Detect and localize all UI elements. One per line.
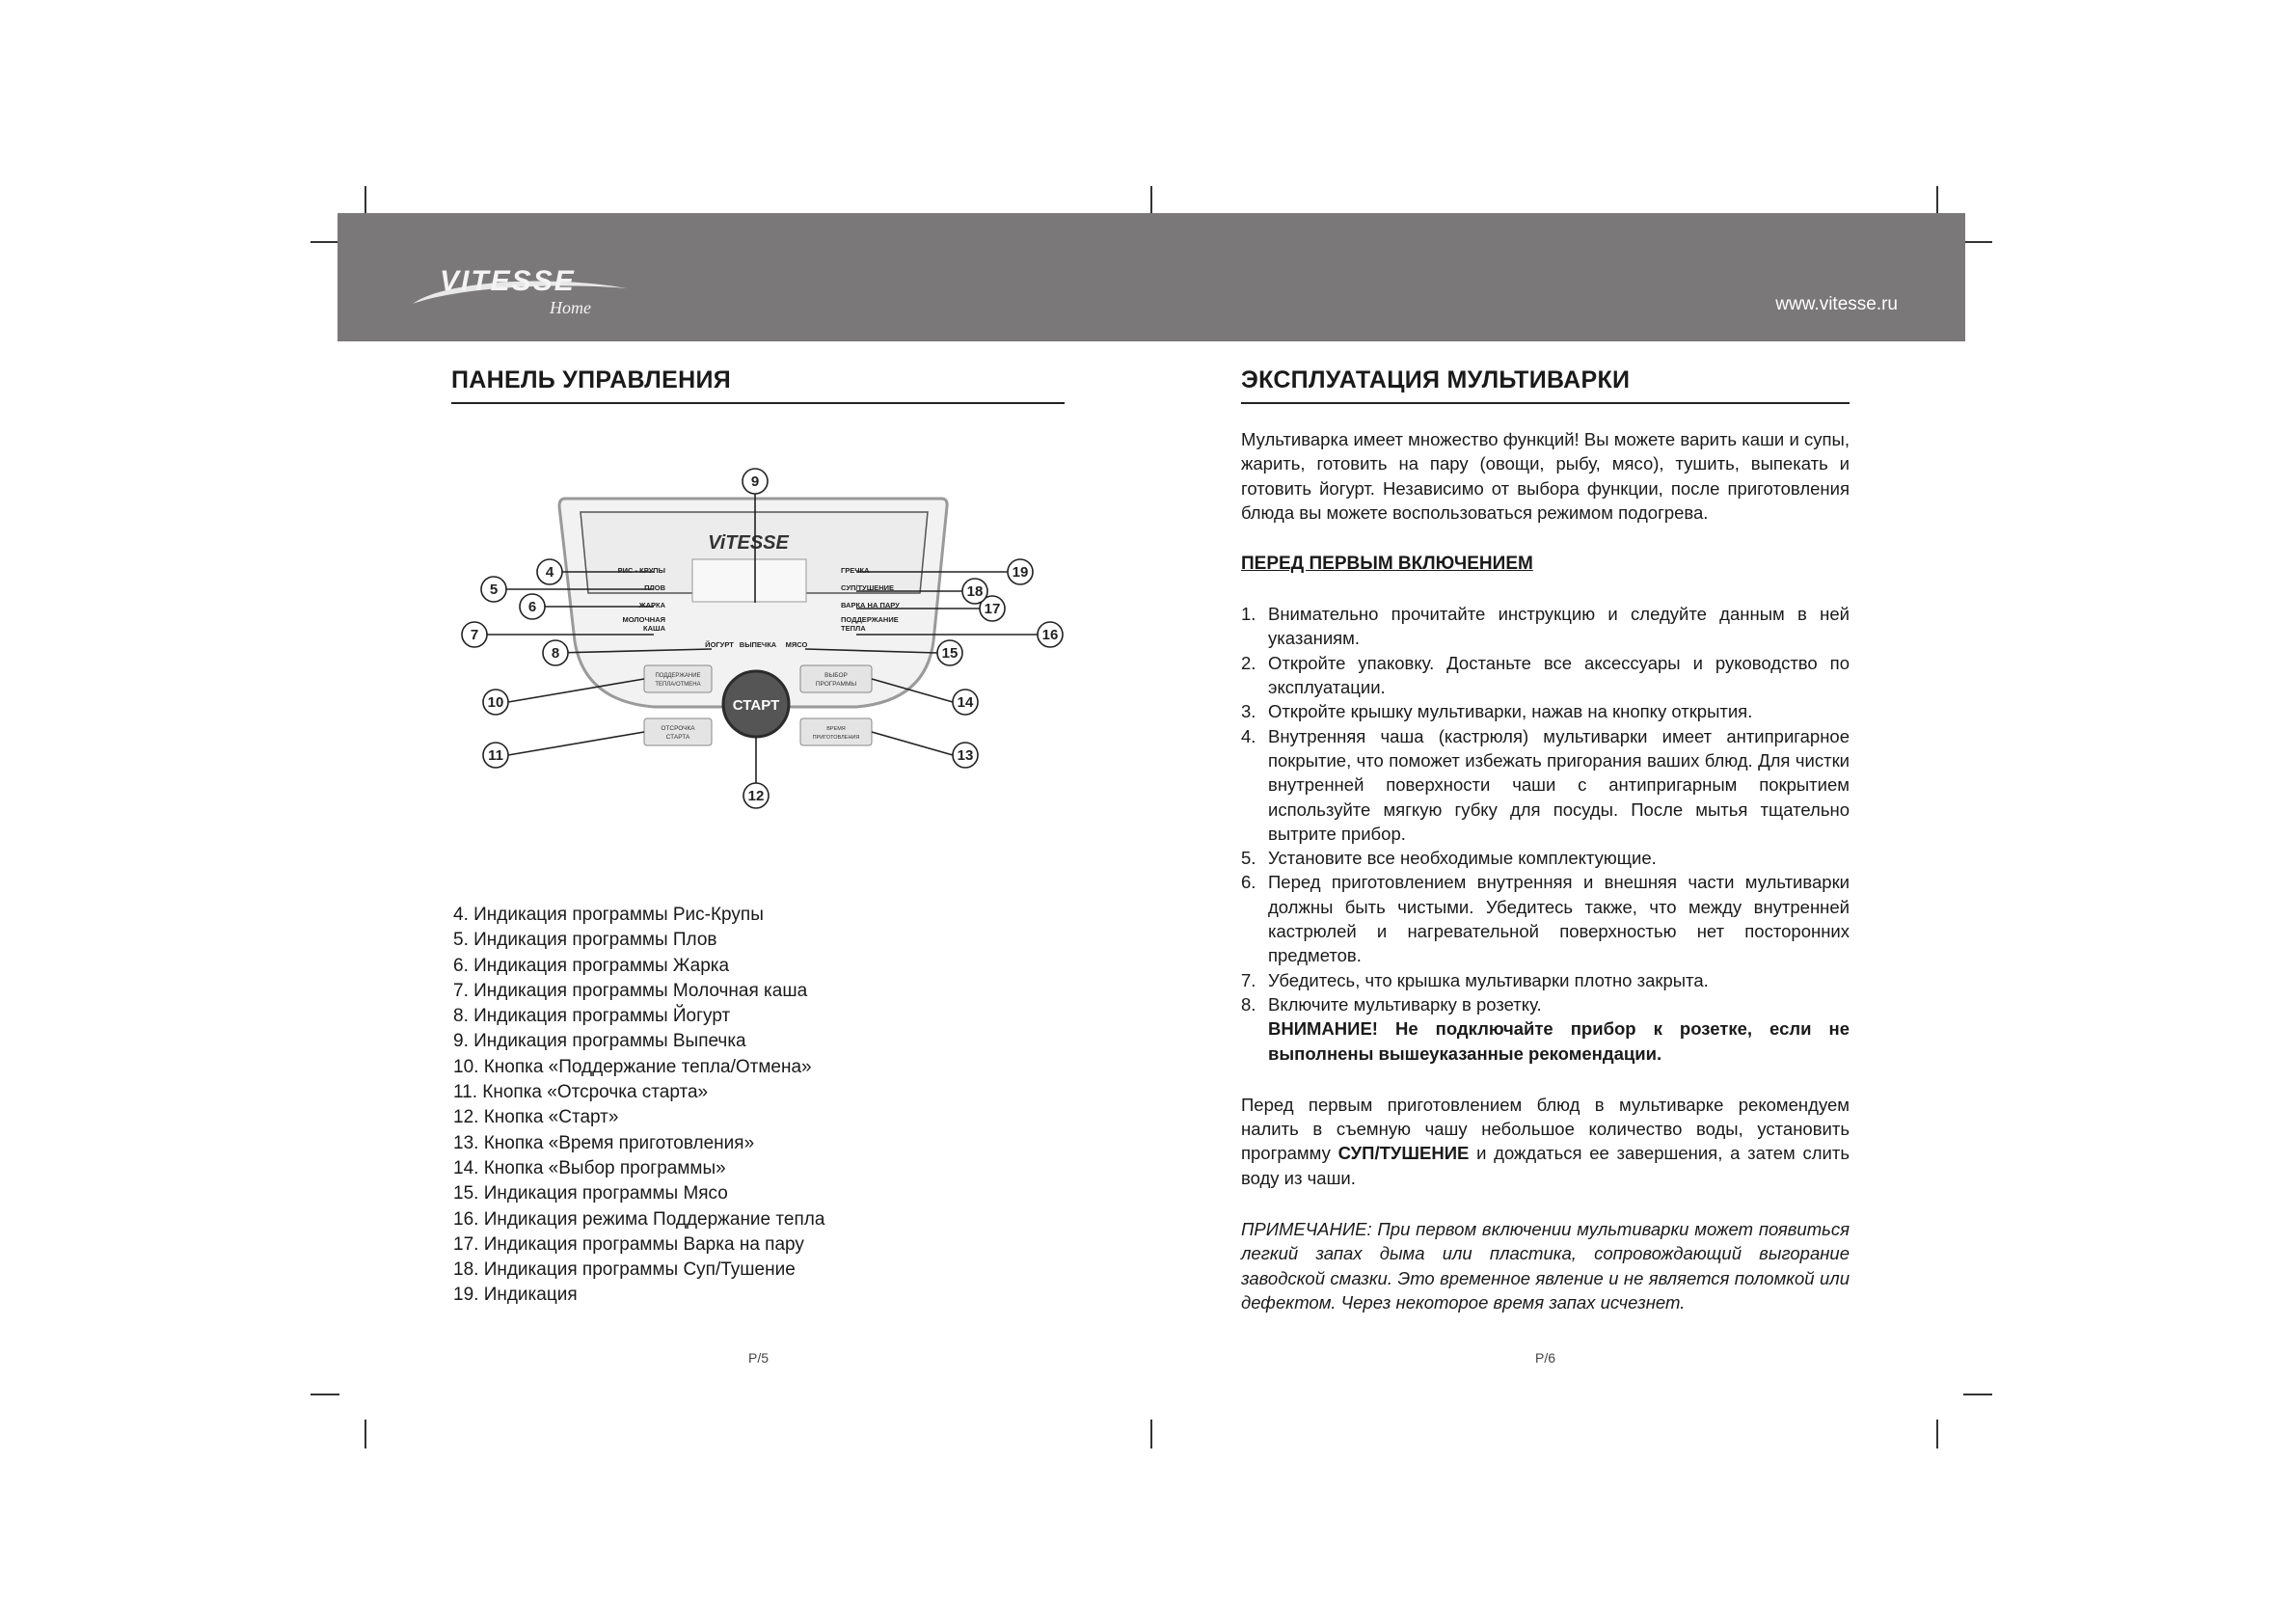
- list-item: 14. Кнопка «Выбор программы»: [453, 1157, 726, 1178]
- callout-13: 13: [957, 747, 974, 764]
- list-item: 16. Индикация режима Поддержание тепла: [453, 1208, 825, 1230]
- page-number-left: P/5: [748, 1350, 770, 1366]
- list-item: 5. Установите все необходимые комплектующие.: [1241, 848, 1657, 869]
- crop-mark: [365, 186, 366, 215]
- crop-mark: [1936, 186, 1938, 215]
- list-item: 8. Включите мультиварку в розетку. ВНИМАНИЕ! Не подключайте прибор к розетке, если не выполнены вышеуказанные рекомендации.: [1241, 993, 1850, 1064]
- svg-text:Home: Home: [550, 298, 591, 317]
- cooking-time-button[interactable]: [800, 718, 872, 745]
- label-keepwarm: ПОДДЕРЖАНИЕ: [841, 615, 899, 624]
- callout-9: 9: [750, 474, 760, 490]
- list-item: 18. Индикация программы Суп/Тушение: [453, 1259, 796, 1281]
- crop-mark: [1963, 241, 1992, 243]
- crop-mark: [1936, 1420, 1938, 1448]
- callout-12: 12: [747, 788, 765, 804]
- intro-paragraph: Мультиварка имеет множество функций! Вы можете варить каши и супы, жарить, готовить на пару (овощи, рыбу, мясо), тушить, выпекать и готовить йогурт. Независимо от выбора функции, после приготовления блюда вы можете воспользоваться режимом подогрева.: [1241, 429, 1850, 523]
- list-item: 4. Внутренняя чаша (кастрюля) мультиварки имеет антипригарное покрытие, что поможет избежать пригорания ваших блюд. Для чистки внутренней поверхности чаши с антипригарным покрытием используйте мягкую губку для посуды. После мытья тщательно вытрите прибор.: [1241, 725, 1850, 844]
- list-item: 12. Кнопка «Старт»: [453, 1107, 619, 1128]
- select-program-button[interactable]: [800, 665, 872, 692]
- callout-14: 14: [957, 694, 974, 711]
- label-warm: ТЕПЛА: [841, 624, 866, 633]
- svg-text:ОТСРОЧКА: ОТСРОЧКА: [661, 725, 695, 732]
- list-item: 6. Индикация программы Жарка: [453, 955, 730, 976]
- list-item: 3. Откройте крышку мультиварки, нажав на кнопку открытия.: [1241, 701, 1753, 722]
- legend-list: [453, 903, 824, 1309]
- callout-5: 5: [489, 582, 499, 598]
- list-item: 19. Индикация: [453, 1285, 578, 1306]
- label-steam: ВАРКА НА ПАРУ: [841, 601, 900, 609]
- label-yogurt: ЙОГУРТ: [705, 640, 734, 649]
- svg-text:ПОДДЕРЖАНИЕ: ПОДДЕРЖАНИЕ: [655, 673, 701, 679]
- display-screen: [692, 559, 806, 602]
- note-paragraph: ПРИМЕЧАНИЕ: При первом включении мультиварки может появиться легкий запах дыма или пластика, сопровождающий выгорание заводской смазки. Это временное явление и не является поломкой или дефектом. Через некоторое время запах исчезнет.: [1241, 1219, 1850, 1313]
- warning-text: ВНИМАНИЕ! Не подключайте прибор к розетке, если не выполнены вышеуказанные рекомендации.: [1268, 1018, 1850, 1064]
- list-item: 1. Внимательно прочитайте инструкцию и следуйте данным в ней указаниям.: [1241, 604, 1850, 649]
- list-item: 10. Кнопка «Поддержание тепла/Отмена»: [453, 1056, 812, 1077]
- label-porridge: КАША: [643, 624, 665, 633]
- label-fry: ЖАРКА: [638, 601, 665, 609]
- list-item: 11. Кнопка «Отсрочка старта»: [453, 1082, 709, 1103]
- callout-17: 17: [984, 601, 1001, 617]
- delay-start-button[interactable]: [644, 718, 712, 745]
- label-meat: МЯСО: [785, 640, 808, 649]
- control-panel-diagram: [451, 448, 1065, 853]
- keep-warm-button[interactable]: [644, 665, 712, 692]
- vitesse-logo: [405, 261, 656, 319]
- list-item: 2. Откройте упаковку. Достаньте все аксессуары и руководство по эксплуатации.: [1241, 652, 1850, 698]
- page-number-right: P/6: [1535, 1350, 1556, 1366]
- first-use-paragraph: Перед первым приготовлением блюд в мультиварке рекомендуем налить в съемную чашу небольшое количество воды, установить программу СУП/ТУШЕНИЕ и дождаться ее завершения, а затем слить воду из чаши.: [1241, 1094, 1850, 1188]
- callout-7: 7: [470, 627, 479, 643]
- label-rice: РИС - КРУПЫ: [617, 566, 665, 575]
- page-title: ПАНЕЛЬ УПРАВЛЕНИЯ: [451, 366, 1065, 404]
- header-band: [338, 213, 1965, 341]
- svg-text:ПРОГРАММЫ: ПРОГРАММЫ: [815, 681, 857, 688]
- list-item: 7. Индикация программы Молочная каша: [453, 980, 808, 1001]
- svg-text:ВЫБОР: ВЫБОР: [824, 672, 848, 679]
- crop-mark: [311, 241, 339, 243]
- list-item: 15. Индикация программы Мясо: [453, 1183, 728, 1204]
- section-subtitle: ПЕРЕД ПЕРВЫМ ВКЛЮЧЕНИЕМ: [1241, 554, 1533, 575]
- svg-text:VITESSE: VITESSE: [440, 265, 576, 297]
- list-item: 4. Индикация программы Рис-Крупы: [453, 905, 764, 925]
- callout-10: 10: [487, 694, 504, 711]
- callout-6: 6: [527, 599, 537, 615]
- label-buckwheat: ГРЕЧКА: [841, 566, 870, 575]
- crop-mark: [1150, 1420, 1152, 1448]
- callout-11: 11: [488, 747, 503, 764]
- label-baking: ВЫПЕЧКА: [739, 640, 777, 649]
- list-item: 6. Перед приготовлением внутренняя и внешняя части мультиварки должны быть чистыми. Убедитесь также, что между внутренней кастрюлей и нагревательной поверхностью нет посторонних предметов.: [1241, 872, 1850, 966]
- list-item: 7. Убедитесь, что крышка мультиварки плотно закрыта.: [1241, 969, 1709, 990]
- svg-text:ПРИГОТОВЛЕНИЯ: ПРИГОТОВЛЕНИЯ: [812, 735, 860, 741]
- svg-text:ВРЕМЯ: ВРЕМЯ: [826, 726, 846, 732]
- left-page: [451, 366, 1065, 1306]
- list-item: 8. Индикация программы Йогурт: [453, 1006, 731, 1027]
- steps-list: [1241, 602, 1850, 1066]
- callout-8: 8: [551, 645, 560, 662]
- crop-mark: [1963, 1394, 1992, 1395]
- panel-brand: ViTESSE: [708, 532, 789, 554]
- callout-19: 19: [1012, 564, 1029, 581]
- crop-mark: [1150, 186, 1152, 215]
- svg-text:ТЕПЛА/ОТМЕНА: ТЕПЛА/ОТМЕНА: [655, 682, 701, 688]
- list-item: 9. Индикация программы Выпечка: [453, 1031, 746, 1052]
- callout-18: 18: [966, 583, 984, 600]
- list-item: 17. Индикация программы Варка на пару: [453, 1233, 804, 1255]
- page-title: ЭКСПЛУАТАЦИЯ МУЛЬТИВАРКИ: [1241, 366, 1850, 404]
- crop-mark: [365, 1420, 366, 1448]
- list-item: 5. Индикация программы Плов: [453, 930, 717, 951]
- callout-4: 4: [545, 564, 554, 581]
- website-url: www.vitesse.ru: [1775, 294, 1898, 314]
- label-milk: МОЛОЧНАЯ: [622, 615, 665, 624]
- label-pilaf: ПЛОВ: [644, 583, 665, 592]
- right-page: [1241, 366, 1850, 1314]
- label-soup: СУП/ТУШЕНИЕ: [841, 583, 895, 592]
- crop-mark: [311, 1394, 339, 1395]
- callout-15: 15: [941, 645, 959, 662]
- callout-16: 16: [1041, 627, 1059, 643]
- list-item: 13. Кнопка «Время приготовления»: [453, 1132, 755, 1153]
- svg-text:СТАРТ: СТАРТ: [732, 697, 780, 714]
- svg-text:СТАРТА: СТАРТА: [665, 734, 690, 741]
